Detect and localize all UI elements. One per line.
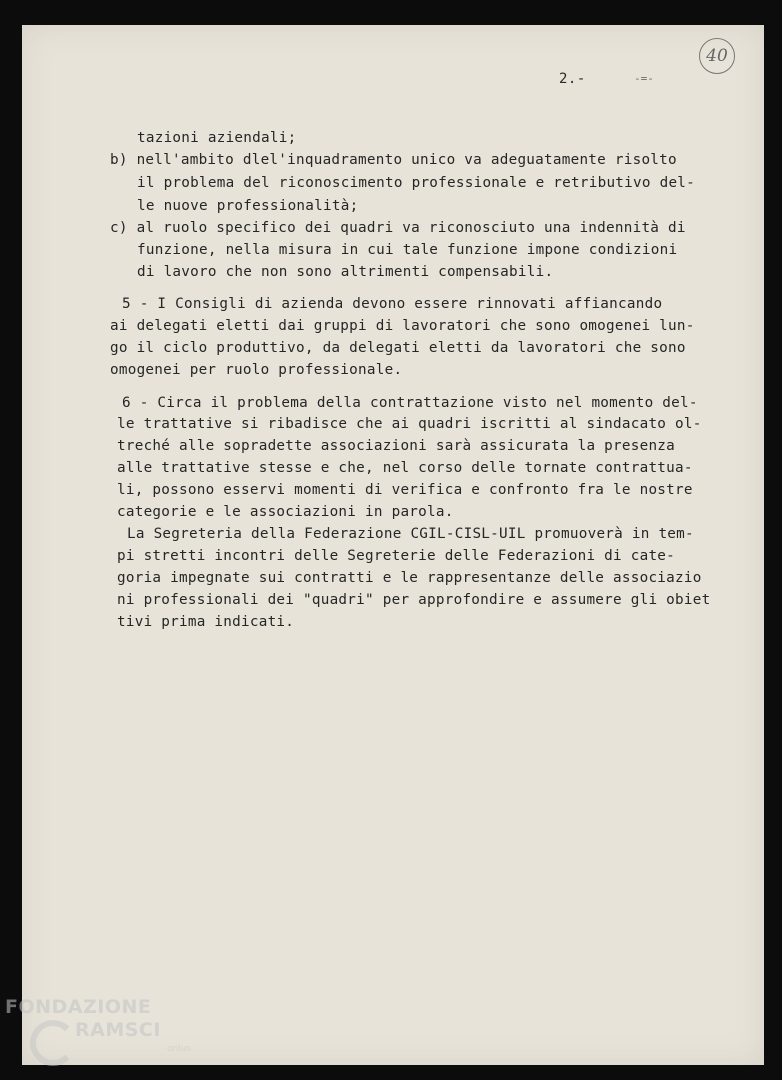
page-number-mark: -=- — [634, 72, 654, 85]
text-line: tazioni aziendali; — [137, 130, 297, 146]
text-line: alle trattative stesse e che, nel corso delle tornate contrattua- — [117, 460, 693, 476]
document-page — [22, 25, 764, 1065]
text-line: di lavoro che non sono altrimenti compensabili. — [137, 264, 554, 280]
text-line: li, possono esservi momenti di verifica e confronto fra le nostre — [117, 482, 693, 498]
text-line: tivi prima indicati. — [117, 614, 295, 630]
text-line: treché alle sopradette associazioni sarà assicurata la presenza — [117, 438, 676, 454]
text-line: categorie e le associazioni in parola. — [117, 504, 454, 520]
text-line: il problema del riconoscimento professionale e retributivo del- — [137, 175, 696, 191]
text-line: 6 - Circa il problema della contrattazione visto nel momento del- — [122, 395, 698, 411]
page-number: 2.- — [559, 71, 586, 87]
text-line: 5 - I Consigli di azienda devono essere rinnovati affiancando — [122, 296, 663, 312]
text-line: funzione, nella misura in cui tale funzione impone condizioni — [137, 242, 678, 258]
archive-watermark — [5, 992, 205, 1077]
text-line: pi stretti incontri delle Segreterie delle Federazioni di cate- — [117, 548, 676, 564]
watermark-g-logo — [30, 1020, 76, 1066]
watermark-small: onlus — [167, 1044, 192, 1054]
text-line: le trattative si ribadisce che ai quadri iscritti al sindacato ol- — [117, 416, 702, 432]
text-line: le nuove professionalità; — [137, 198, 359, 214]
watermark-line2: RAMSCI — [75, 1019, 161, 1041]
text-line: goria impegnate sui contratti e le rappresentanze delle associazio — [117, 570, 702, 586]
text-line: ni professionali dei "quadri" per approfondire e assumere gli obiet — [117, 592, 711, 608]
text-line: go il ciclo produttivo, da delegati eletti da lavoratori che sono — [110, 340, 686, 356]
text-line: ai delegati eletti dai gruppi di lavoratori che sono omogenei lun- — [110, 318, 695, 334]
text-line: b) nell'ambito dlel'inquadramento unico va adeguatamente risolto — [110, 152, 677, 168]
watermark-line1: FONDAZIONE — [5, 996, 152, 1018]
text-line: La Segreteria della Federazione CGIL-CISL-UIL promuoverà in tem- — [127, 526, 694, 542]
text-line: c) al ruolo specifico dei quadri va riconosciuto una indennità di — [110, 220, 686, 236]
text-line: omogenei per ruolo professionale. — [110, 362, 403, 378]
folio-number: 40 — [699, 38, 735, 74]
